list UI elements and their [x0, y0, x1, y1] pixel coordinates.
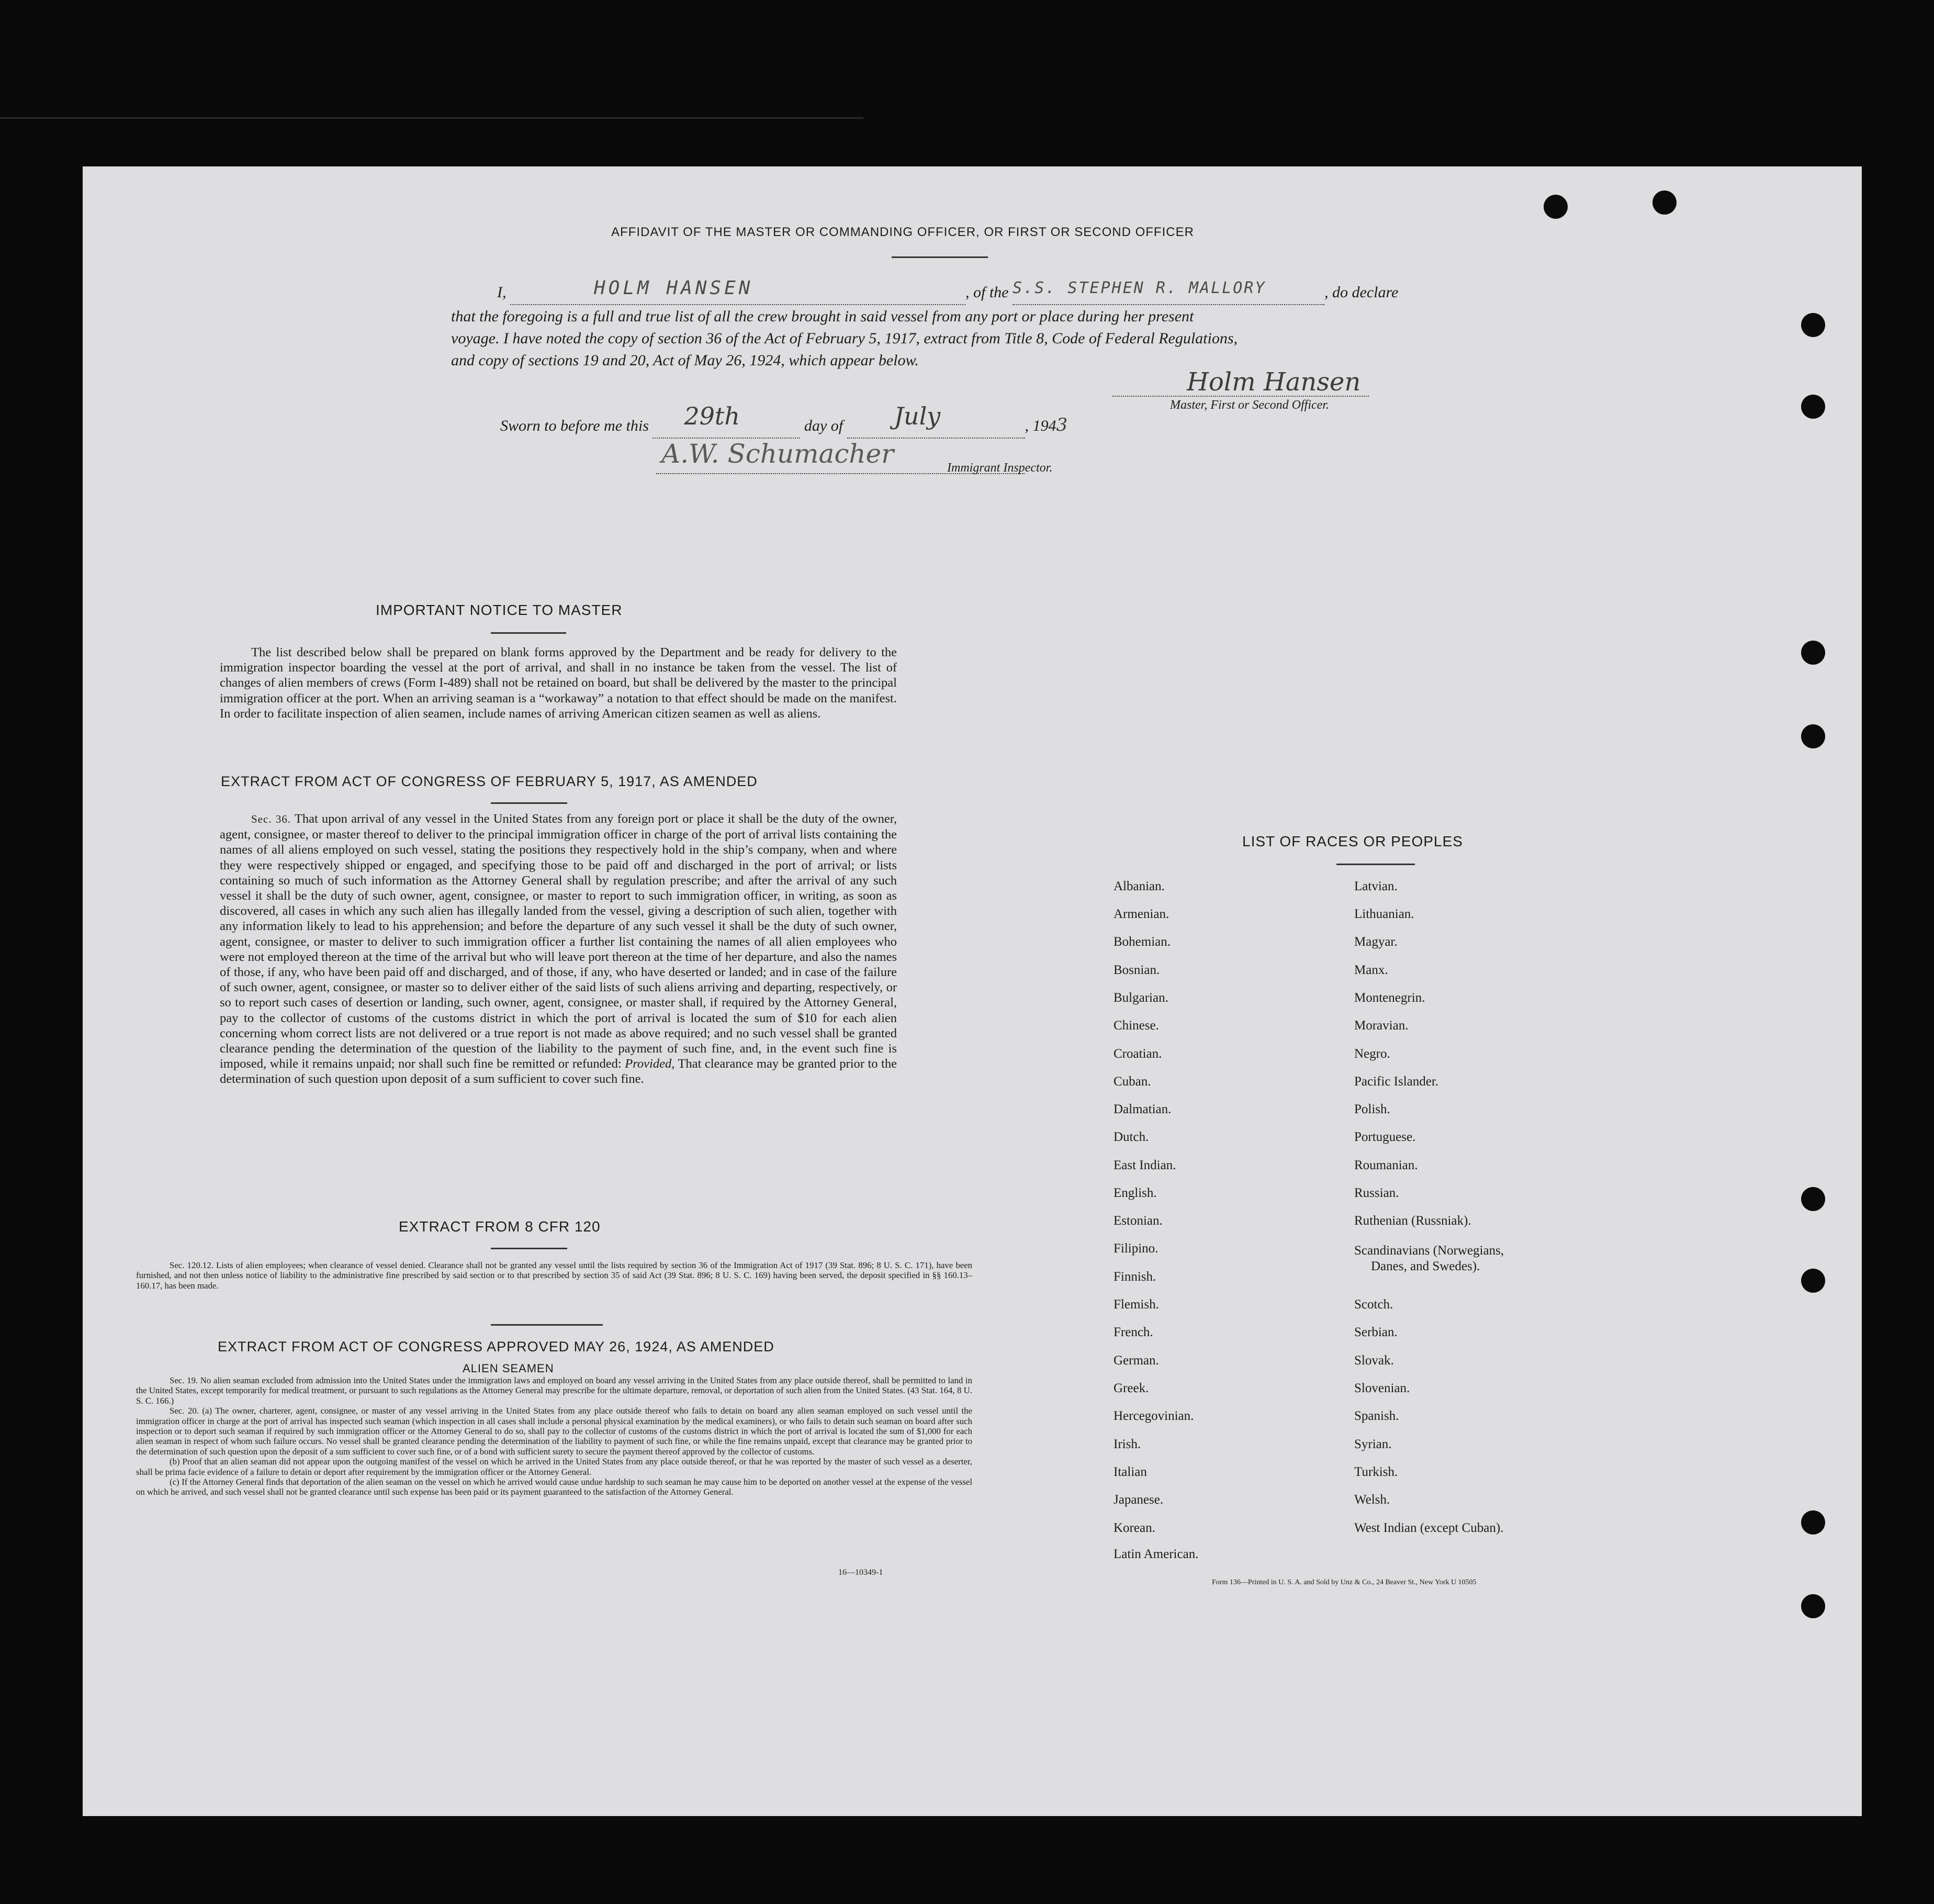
race-right-manx: Manx.: [1354, 963, 1388, 977]
punch-hole: [1652, 191, 1677, 215]
act-1917-title: EXTRACT FROM ACT OF CONGRESS OF FEBRUARY 5, 1917, AS AMENDED: [221, 774, 758, 789]
act-1917-text: [220, 811, 897, 1087]
punch-hole: [1801, 313, 1825, 337]
punch-hole: [1801, 641, 1825, 665]
punch-hole: [1544, 195, 1568, 219]
sworn-day-of: day of: [804, 417, 844, 434]
race-right-slovenian: Slovenian.: [1354, 1381, 1410, 1395]
race-left-korean: Korean.: [1114, 1521, 1155, 1535]
race-right-west-indian: West Indian (except Cuban).: [1354, 1521, 1504, 1535]
race-left-german: German.: [1114, 1353, 1159, 1368]
race-left-english: English.: [1114, 1186, 1157, 1200]
affidavit-rule: [892, 256, 988, 258]
race-left-filipino: Filipino.: [1114, 1241, 1159, 1256]
race-right-scandinavians-cont: Danes, and Swedes).: [1371, 1259, 1480, 1273]
act-1917-body: That upon arrival of any vessel in the United States from any foreign port or place it shall be the duty of the owner, agent, consignee, or master thereof to deliver to the principal immigration officer in charge of the port of arrival lists containing the names of all aliens employed on such vessel, stating the positions they respectively hold in the ship’s company, when and where they were respectively shipped or engaged, and specifying those to be paid off and discharged in the port of arrival; or lists containing so much of such information as the Attorney General shall by regulation prescribe; and after the arrival of any such vessel it shall be the duty of such owner, agent, consignee, or master to report to such immigration officer, in writing, as soon as discovered, all cases in which any such alien has illegally landed from the vessel, giving a description of such alien, together with any information likely to lead to his apprehension; and before the departure of any such vessel it shall be the duty of such owner, agent, consignee, or master to deliver to such immigration officer a further list containing the names of all alien employees who were not employed thereon at the time of the arrival but who will leave port thereon at the time of her departure, and also the names of those, if any, who have been paid off and discharged, and of those, if any, who have deserted or landed; and in case of the failure of such owner, agent, consignee, or master so to deliver either of the said lists of such aliens arriving and departing, respectively, or so to report such cases of desertion or landing, such owner, agent, consignee, or master shall, if required by the Attorney General, pay to the collector of customs of the customs district in which the port of arrival is located the sum of $10 for each alien concerning whom correct lists are not delivered or a true report is not made as above required; and no such vessel shall be granted clearance pending the determination of the question of the liability to the payment of such fine, and, in the event such fine is imposed, while it remains unpaid; nor shall such fine be remitted or refunded:: [220, 812, 897, 1071]
act-1924-subtitle: ALIEN SEAMEN: [463, 1362, 554, 1375]
race-left-cuban: Cuban.: [1114, 1074, 1151, 1089]
vessel-name: S.S. STEPHEN R. MALLORY: [1013, 279, 1266, 297]
race-left-east-indian: East Indian.: [1114, 1158, 1176, 1172]
sworn-month: July: [894, 402, 941, 430]
punch-hole: [1801, 1269, 1825, 1293]
affidavit-title: AFFIDAVIT OF THE MASTER OR COMMANDING OFFICER, OR FIRST OR SECOND OFFICER: [611, 225, 1194, 239]
race-right-syrian: Syrian.: [1354, 1437, 1392, 1451]
punch-hole: [1801, 1510, 1825, 1535]
race-right-lithuanian: Lithuanian.: [1354, 907, 1414, 921]
race-left-flemish: Flemish.: [1114, 1297, 1159, 1312]
cfr-rule: [491, 1248, 567, 1249]
act-1924-sec-20b: (b) Proof that an alien seaman did not appear upon the outgoing manifest of the vessel on which he arrived in the United States from any place outside thereof, or that he was reported by the master of such vessel as a deserter, shall be prima facie evidence of a failure to detain or deport after requirement by the immigration officer or the Attorney General.: [136, 1457, 972, 1477]
act-1917-body-end: That clearance may be granted prior to the determination of such question upon deposit of a sum sufficient to cover such fine.: [220, 1057, 897, 1087]
sworn-day: 29th: [684, 402, 740, 430]
race-right-scandinavians: Scandinavians (Norwegians,: [1354, 1244, 1504, 1258]
race-left-italian: Italian: [1114, 1465, 1147, 1479]
form-code: 16—10349-1: [838, 1568, 883, 1577]
race-left-croatian: Croatian.: [1114, 1047, 1162, 1061]
race-left-chinese: Chinese.: [1114, 1018, 1159, 1033]
race-right-montenegrin: Montenegrin.: [1354, 991, 1425, 1005]
race-right-roumanian: Roumanian.: [1354, 1158, 1418, 1172]
inspector-label: Immigrant Inspector.: [947, 461, 1053, 475]
act-1924-text: [136, 1375, 972, 1497]
race-left-bulgarian: Bulgarian.: [1114, 991, 1168, 1005]
act-1924-title: EXTRACT FROM ACT OF CONGRESS APPROVED MAY 26, 1924, AS AMENDED: [218, 1339, 774, 1354]
sworn-prefix: Sworn to before me this: [500, 417, 649, 434]
master-signature: Holm Hansen: [1187, 367, 1361, 397]
notice-rule: [491, 632, 566, 634]
act-1924-top-rule: [491, 1324, 603, 1326]
races-title: LIST OF RACES OR PEOPLES: [1242, 833, 1463, 849]
punch-hole: [1801, 1187, 1825, 1211]
act-1917-sec-label: Sec. 36.: [251, 813, 291, 825]
race-left-albanian: Albanian.: [1114, 879, 1165, 893]
race-right-negro: Negro.: [1354, 1047, 1390, 1061]
race-left-hercegovinian: Hercegovinian.: [1114, 1409, 1194, 1423]
affidavit-line-1: [497, 277, 1399, 305]
inspector-signature: A.W. Schumacher: [661, 439, 894, 469]
punch-hole: [1801, 395, 1825, 419]
race-right-russian: Russian.: [1354, 1186, 1399, 1200]
race-right-polish: Polish.: [1354, 1102, 1390, 1116]
race-left-dalmatian: Dalmatian.: [1114, 1102, 1172, 1116]
race-right-turkish: Turkish.: [1354, 1465, 1398, 1479]
affidavit-line-2: that the foregoing is a full and true list of all the crew brought in said vessel from any port or place during her present: [451, 308, 1194, 325]
race-right-slovak: Slovak.: [1354, 1353, 1394, 1368]
race-right-serbian: Serbian.: [1354, 1325, 1398, 1339]
race-left-latin-american: Latin American.: [1114, 1547, 1199, 1561]
race-right-moravian: Moravian.: [1354, 1018, 1409, 1033]
notice-text: The list described below shall be prepared on blank forms approved by the Department and be ready for delivery to the immigration inspector boarding the vessel at the port of arrival, and shall in no instance be taken from the vessel. The list of changes of alien members of crews (Form I-489) shall not be retained on board, but shall be delivered by the master to the principal immigration officer at the port. When an arriving seaman is a “workaway” a notation to that effect should be made on the manifest. In order to facilitate inspection of alien seamen, include names of arriving American citizen seamen as well as aliens.: [220, 645, 897, 721]
act-1917-rule: [491, 802, 567, 804]
race-right-ruthenian: Ruthenian (Russniak).: [1354, 1214, 1471, 1228]
scan-edge-line: [0, 117, 863, 119]
sworn-year-digit: 3: [1056, 415, 1068, 435]
affidavit-of-the: , of the: [965, 284, 1009, 301]
act-1924-sec-20c: (c) If the Attorney General finds that deportation of the alien seaman on the vessel on which he arrived would cause undue hardship to such seaman he may cause him to be deported on another vessel at the expense of the vessel on which he arrived, and such vessel shall not be granted clearance until such expense has been paid or its payment guaranteed to the satisfaction of the Attorney General.: [136, 1477, 972, 1497]
race-left-french: French.: [1114, 1325, 1153, 1339]
races-rule: [1336, 864, 1415, 865]
affidavit-declare: , do declare: [1324, 284, 1399, 301]
race-left-bosnian: Bosnian.: [1114, 963, 1160, 977]
affidavit-line-3: voyage. I have noted the copy of section 36 of the Act of February 5, 1917, extract from Title 8, Code of Federal Regulations,: [451, 330, 1238, 347]
race-right-magyar: Magyar.: [1354, 935, 1398, 949]
race-left-finnish: Finnish.: [1114, 1270, 1156, 1284]
race-left-estonian: Estonian.: [1114, 1214, 1163, 1228]
notice-title: IMPORTANT NOTICE TO MASTER: [376, 602, 623, 618]
master-name: HOLM HANSEN: [594, 277, 754, 299]
race-right-welsh: Welsh.: [1354, 1493, 1390, 1507]
race-right-latvian: Latvian.: [1354, 879, 1398, 893]
race-left-armenian: Armenian.: [1114, 907, 1170, 921]
cfr-text: Sec. 120.12. Lists of alien employees; when clearance of vessel denied. Clearance shall not be granted any vessel until the lists required by section 36 of the Immigration Act of 1917 (39 Stat. 896; 8 U. S. C. 171), have been furnished, and not then unless notice of liability to the administrative fine prescribed by said section or to that prescribed by section 35 of said Act (39 Stat. 896; 8 U. S. C. 169) having been served, the deposit specified in §§ 160.13–160.17, has been made.: [136, 1260, 972, 1291]
sworn-line: [500, 402, 1068, 439]
race-left-dutch: Dutch.: [1114, 1130, 1149, 1144]
race-left-japanese: Japanese.: [1114, 1493, 1164, 1507]
act-1924-sec-20a: Sec. 20. (a) The owner, charterer, agent, consignee, or master of any vessel arriving in the United States from any place outside thereof who fails to detain on board any alien seaman employed on such vessel until the immigration officer in charge at the port of arrival has inspected such seaman (which inspection in all cases shall include a personal physical examination by the medical examiners), or who fails to detain such seaman on board after such inspection or to deport such seaman if required by such immigration officer or the Attorney General to do so, shall pay to the collector of customs of the customs district in which the port of arrival is located the sum of $1,000 for each alien seaman in respect of whom such failure occurs. No vessel shall be granted clearance pending the determination of the liability to payment of such fine, or while the fine remains unpaid, except that clearance may be granted prior to the determination of such question upon the deposit of a sum sufficient to cover such fine, or of a bond with sufficient surety to secure the payment thereof approved by the collector of customs.: [136, 1406, 972, 1457]
act-1924-sec-19: Sec. 19. No alien seaman excluded from admission into the United States under the immigration laws and employed on board any vessel arriving in the United States from any place outside thereof, shall be permitted to land in the United States, except temporarily for medical treatment, or pursuant to such regulations as the Attorney General may prescribe for the ultimate departure, removal, or deportation of such alien from the United States. (43 Stat. 164, 8 U. S. C. 166.): [136, 1375, 972, 1406]
affidavit-prefix: I,: [497, 284, 507, 301]
cfr-title: EXTRACT FROM 8 CFR 120: [399, 1218, 601, 1235]
act-1917-provided: Provided,: [625, 1057, 675, 1071]
race-right-pacific-islander: Pacific Islander.: [1354, 1074, 1439, 1089]
printer-imprint: Form 136—Printed in U. S. A. and Sold by Unz & Co., 24 Beaver St., New York U 10505: [1212, 1578, 1477, 1586]
race-right-portuguese: Portuguese.: [1354, 1130, 1416, 1144]
punch-hole: [1801, 724, 1825, 748]
punch-hole: [1801, 1594, 1825, 1618]
affidavit-line-4: and copy of sections 19 and 20, Act of May 26, 1924, which appear below.: [451, 352, 919, 369]
race-left-bohemian: Bohemian.: [1114, 935, 1171, 949]
race-right-spanish: Spanish.: [1354, 1409, 1399, 1423]
sworn-year-prefix: , 194: [1025, 417, 1056, 434]
race-left-greek: Greek.: [1114, 1381, 1149, 1395]
race-right-scotch: Scotch.: [1354, 1297, 1393, 1312]
race-left-irish: Irish.: [1114, 1437, 1141, 1451]
document-page: [83, 166, 1862, 1816]
master-signature-label: Master, First or Second Officer.: [1170, 398, 1329, 412]
